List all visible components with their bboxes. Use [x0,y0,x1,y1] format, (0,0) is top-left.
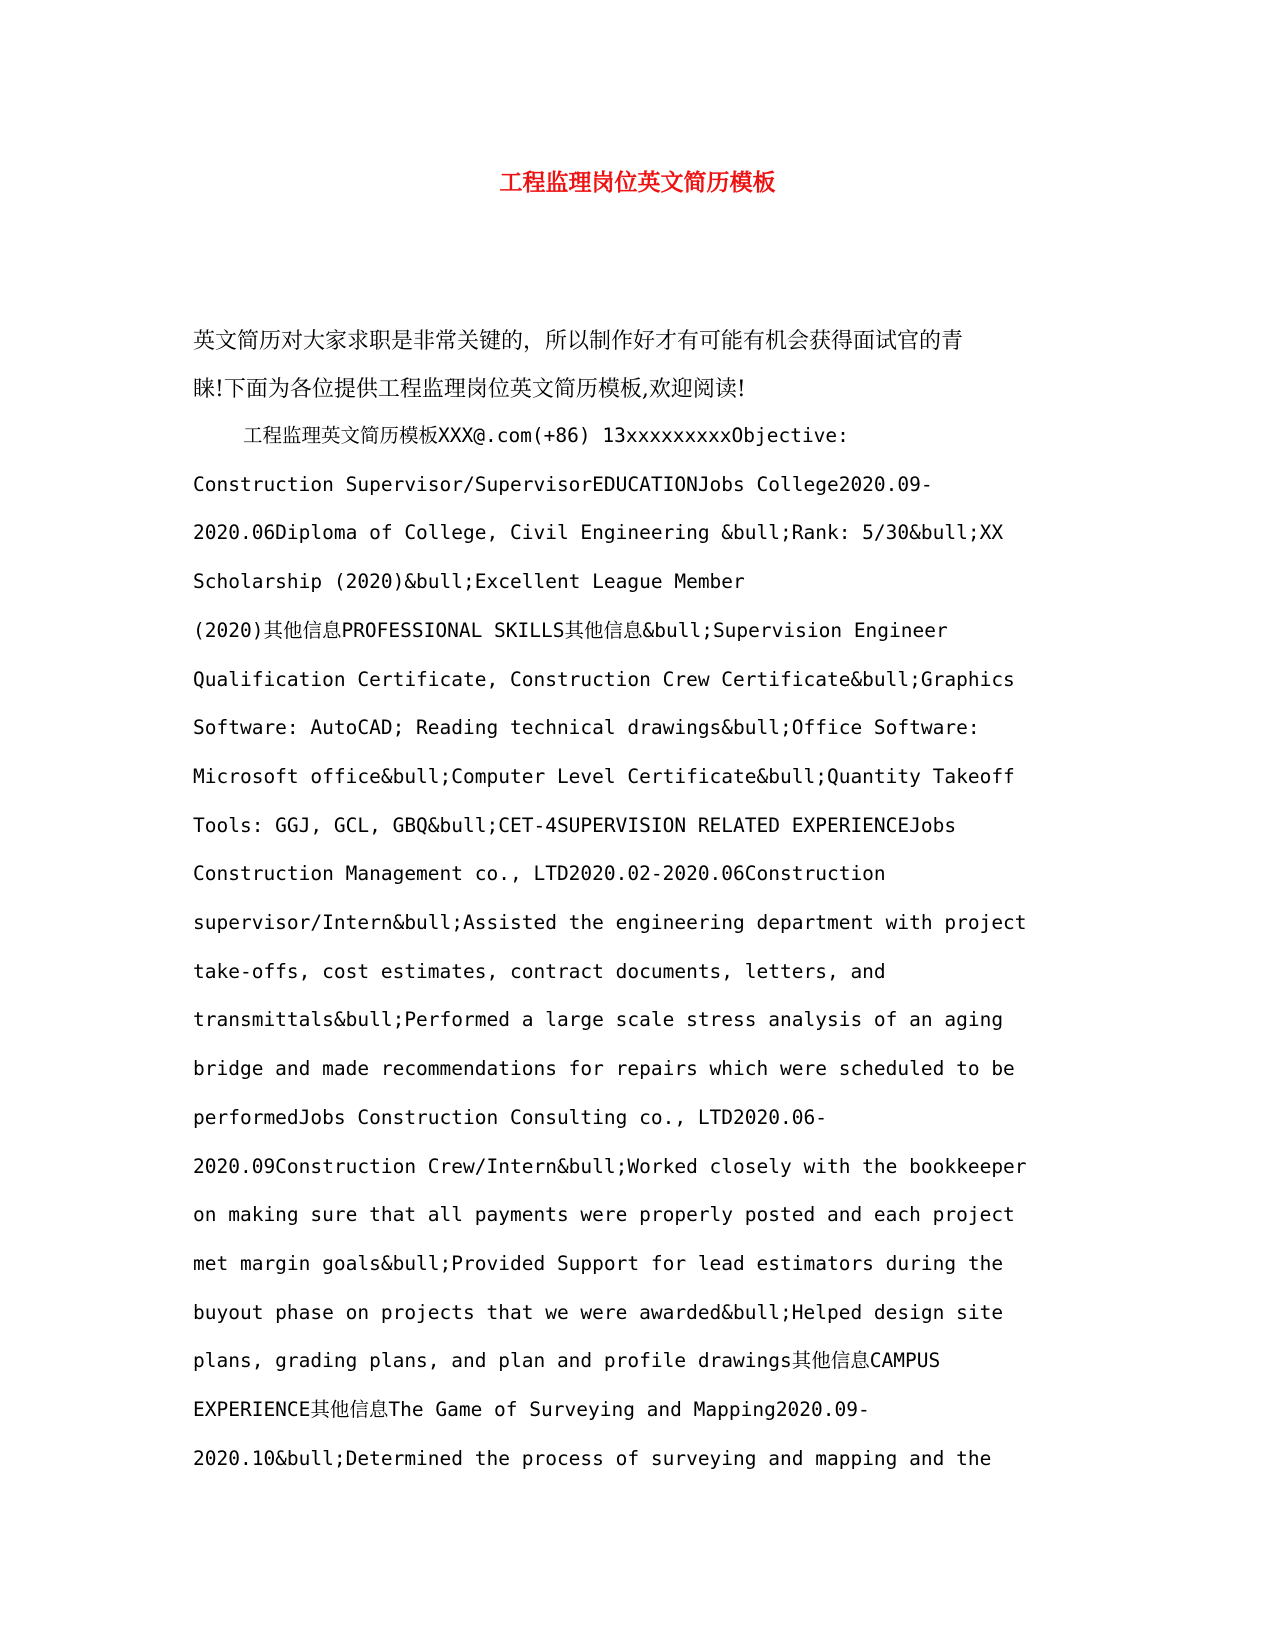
intro-line: 英文简历对大家求职是非常关键的，所以制作好才有可能有机会获得面试官的青 [193,329,964,354]
body-line: bridge and made recommendations for repairs which were scheduled to be [193,1057,1015,1081]
body-line: met margin goals&bull;Provided Support for lead estimators during the [193,1251,1004,1275]
intro-line: 睐!下面为各位提供工程监理岗位英文简历模板,欢迎阅读! [193,377,746,402]
resume-body [193,412,1083,1483]
document-title: 工程监理岗位英文简历模板 [499,169,776,196]
body-line: 2020.09Construction Crew/Intern&bull;Worked closely with the bookkeeper [193,1154,1027,1178]
body-line: buyout phase on projects that we were awarded&bull;Helped design site [193,1300,1004,1324]
body-line: 工程监理英文简历模板XXX@.com(+86) 13xxxxxxxxxObjective: [243,424,849,447]
body-line: transmittals&bull;Performed a large scale stress analysis of an aging [193,1008,1004,1032]
body-line: (2020)其他信息PROFESSIONAL SKILLS其他信息&bull;Supervision Engineer [193,618,948,642]
body-line: Construction Management co., LTD2020.02-2020.06Construction [193,862,886,886]
body-line: 2020.06Diploma of College, Civil Engineering &bull;Rank: 5/30&bull;XX [193,521,1004,545]
body-line: Construction Supervisor/SupervisorEDUCATIONJobs College2020.09- [193,472,933,496]
body-line: Microsoft office&bull;Computer Level Certificate&bull;Quantity Takeoff [193,764,1015,788]
body-line: performedJobs Construction Consulting co., LTD2020.06- [193,1105,827,1129]
body-line: 2020.10&bull;Determined the process of surveying and mapping and the [193,1446,992,1470]
body-line: Qualification Certificate, Construction Crew Certificate&bull;Graphics [193,667,1015,691]
body-line: plans, grading plans, and plan and profile drawings其他信息CAMPUS [193,1349,941,1373]
body-line: Tools: GGJ, GCL, GBQ&bull;CET-4SUPERVISION RELATED EXPERIENCEJobs [193,813,957,837]
body-line: on making sure that all payments were properly posted and each project [193,1203,1015,1227]
intro-paragraph [193,318,1083,414]
body-line: EXPERIENCE其他信息The Game of Surveying and Mapping2020.09- [193,1398,870,1422]
body-line: supervisor/Intern&bull;Assisted the engineering department with project [193,911,1027,935]
body-line: Software: AutoCAD; Reading technical drawings&bull;Office Software: [193,716,980,740]
body-line: take-offs, cost estimates, contract documents, letters, and [193,959,886,983]
body-line: Scholarship (2020)&bull;Excellent League Member [193,570,745,594]
